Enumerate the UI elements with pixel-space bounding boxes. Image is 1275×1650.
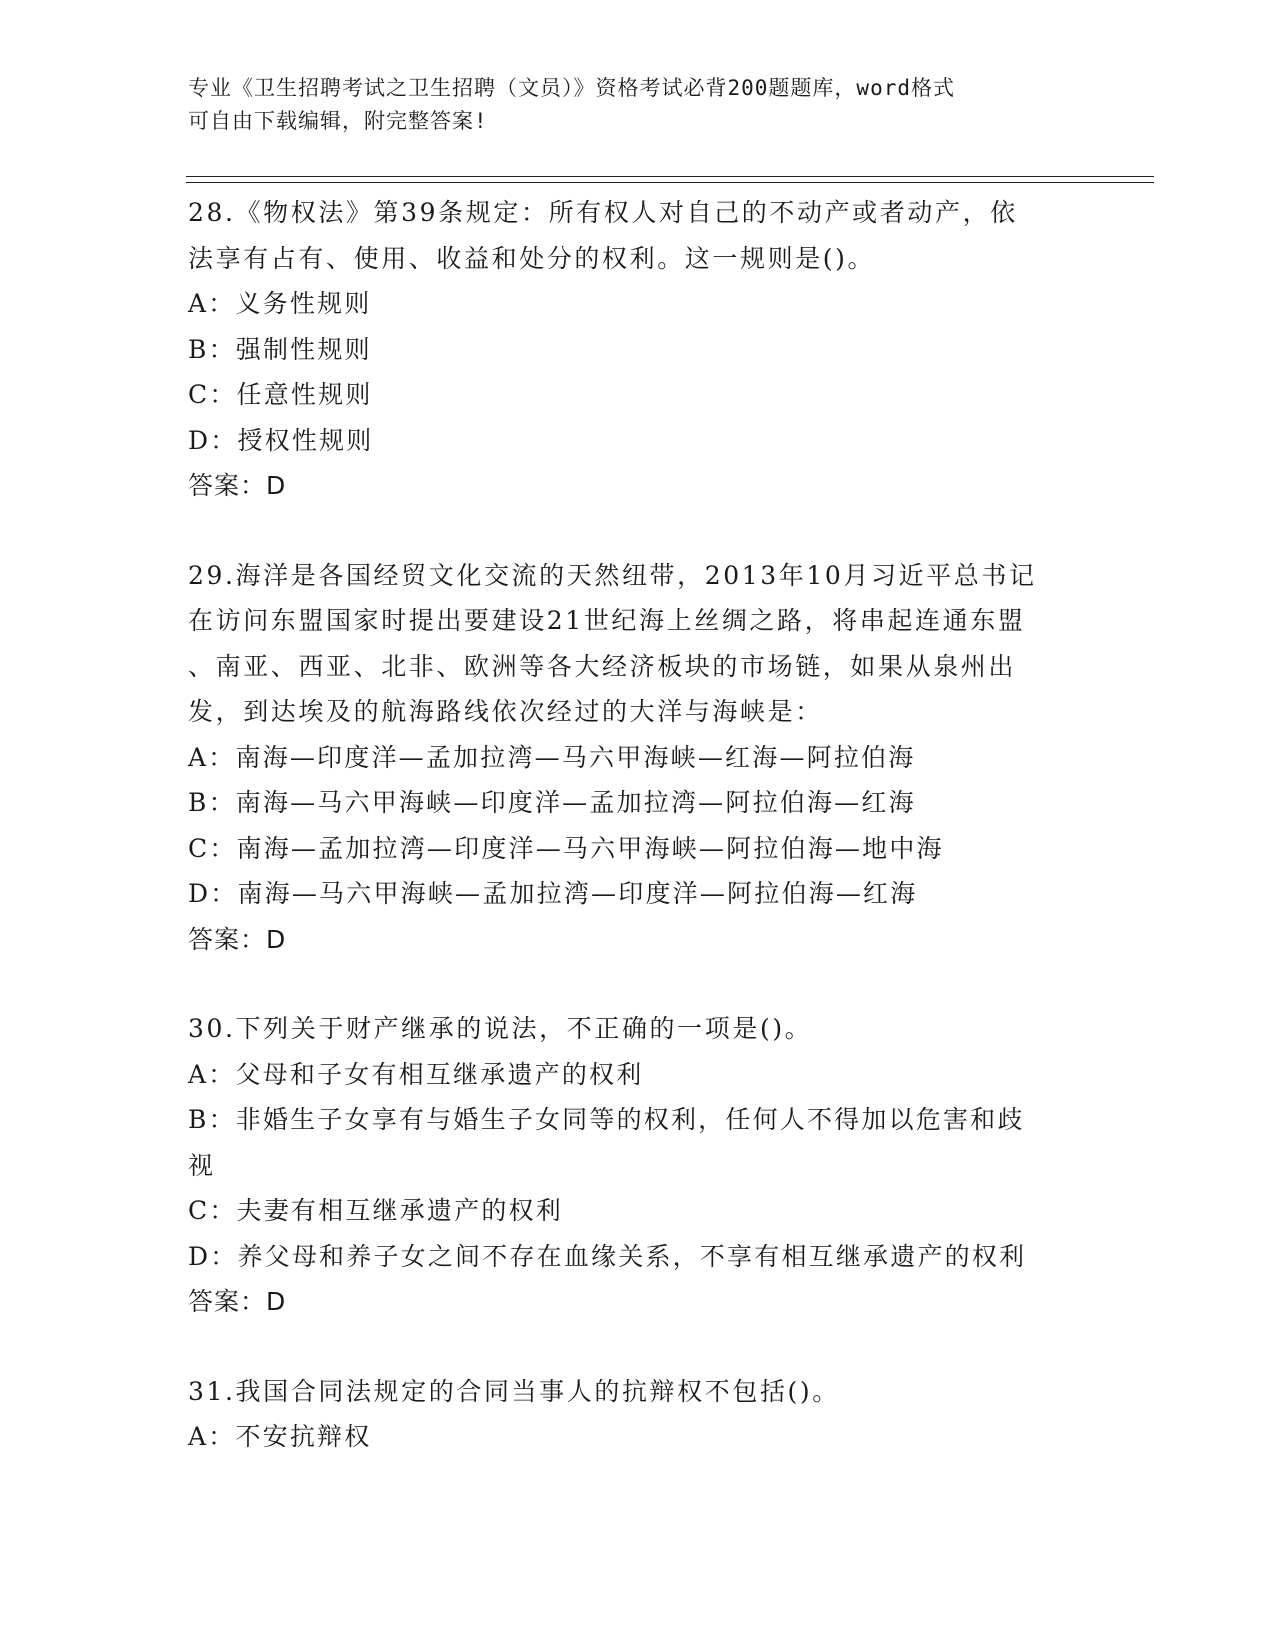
option-b: B：南海—马六甲海峡—印度洋—孟加拉湾—阿拉伯海—红海 <box>188 788 916 817</box>
option-c: C：夫妻有相互继承遗产的权利 <box>188 1196 563 1225</box>
option-a: A：父母和子女有相互继承遗产的权利 <box>188 1059 644 1089</box>
question-list <box>188 190 1088 1504</box>
question-text-line: 31.我国合同法规定的合同当事人的抗辩权不包括()。 <box>188 1376 840 1406</box>
question-29 <box>188 553 1088 963</box>
question-text-line: 29.海洋是各国经贸文化交流的天然纽带，2013年10月习近平总书记 <box>188 560 1037 590</box>
option-c: C：任意性规则 <box>188 380 373 409</box>
question-text-line: 发，到达埃及的航海路线依次经过的大洋与海峡是： <box>188 697 823 726</box>
option-a: A：不安抗辩权 <box>188 1422 372 1451</box>
question-text-line: 、南亚、西亚、北非、欧洲等各大经济板块的市场链，如果从泉州出 <box>188 651 1017 681</box>
option-a: A：南海—印度洋—孟加拉湾—马六甲海峡—红海—阿拉伯海 <box>188 742 916 772</box>
answer-label: 答案：D <box>188 471 287 500</box>
question-30 <box>188 1006 1088 1325</box>
answer-label: 答案：D <box>188 1287 287 1316</box>
option-b: B：强制性规则 <box>188 334 372 364</box>
option-c: C：南海—孟加拉湾—印度洋—马六甲海峡—阿拉伯海—地中海 <box>188 833 944 863</box>
question-28 <box>188 190 1088 509</box>
question-text <box>188 553 1088 735</box>
option-b: B：非婚生子女享有与婚生子女同等的权利，任何人不得加以危害和歧 <box>188 1105 1025 1134</box>
question-text-line: 法享有占有、使用、收益和处分的权利。这一规则是()。 <box>188 243 876 273</box>
option-d: D：授权性规则 <box>188 425 374 455</box>
question-text-line: 在访问东盟国家时提出要建设21世纪海上丝绸之路，将串起连通东盟 <box>188 606 1026 635</box>
document-header <box>188 72 1068 138</box>
question-text <box>188 1006 1088 1052</box>
option-b-continued: 视 <box>188 1150 216 1180</box>
header-line-1: 专业《卫生招聘考试之卫生招聘（文员）》资格考试必背200题题库，word格式 <box>188 76 955 100</box>
option-a: A：义务性规则 <box>188 289 372 318</box>
question-text <box>188 190 1088 281</box>
header-divider-bottom <box>186 182 1154 183</box>
header-divider-top <box>186 176 1154 177</box>
question-31 <box>188 1369 1088 1460</box>
question-text-line: 30.下列关于财产继承的说法，不正确的一项是()。 <box>188 1014 813 1043</box>
header-line-2: 可自由下载编辑，附完整答案! <box>188 109 488 133</box>
option-d: D：养父母和养子女之间不存在血缘关系，不享有相互继承遗产的权利 <box>188 1241 1027 1271</box>
question-text-line: 28.《物权法》第39条规定：所有权人对自己的不动产或者动产，依 <box>188 198 1018 227</box>
question-text <box>188 1369 1088 1415</box>
answer-label: 答案：D <box>188 924 287 954</box>
option-d: D：南海—马六甲海峡—孟加拉湾—印度洋—阿拉伯海—红海 <box>188 879 918 908</box>
